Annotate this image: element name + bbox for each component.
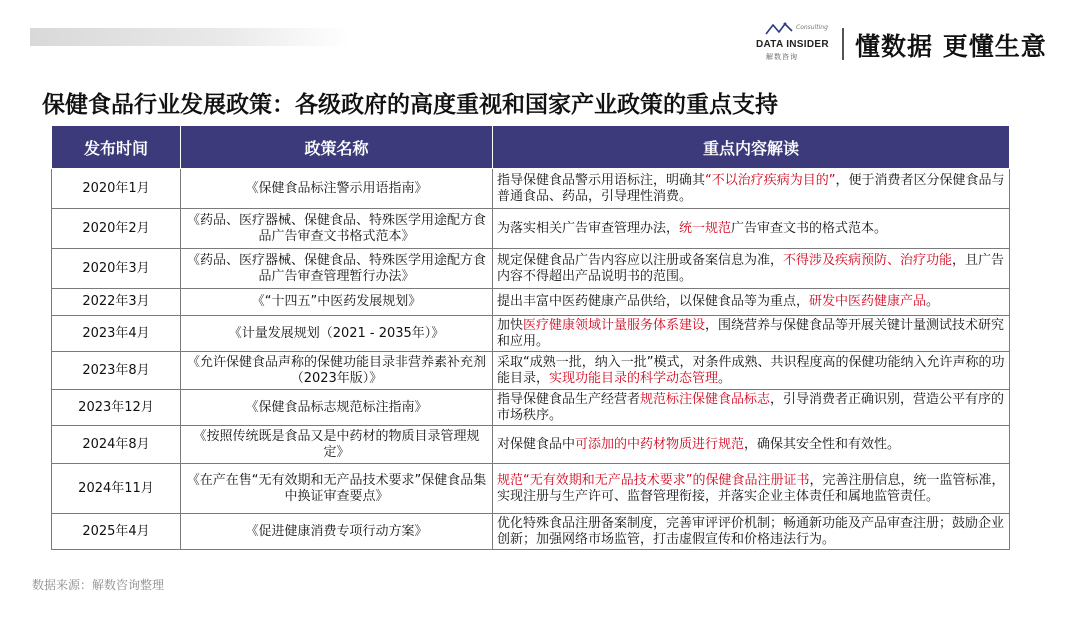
highlight-text: “不以治疗疾病为目的” xyxy=(705,172,836,188)
brand-divider xyxy=(842,28,844,60)
cell-content xyxy=(493,514,1010,550)
table-row xyxy=(52,514,1010,550)
cell-date: 2023年12月 xyxy=(52,390,181,426)
table-row xyxy=(52,169,1010,209)
cell-content xyxy=(493,249,1010,289)
table-header-row xyxy=(52,126,1010,169)
cell-date: 2024年11月 xyxy=(52,464,181,514)
table-row xyxy=(52,249,1010,289)
cell-policy-name: 《按照传统既是食品又是中药材的物质目录管理规定》 xyxy=(181,426,493,464)
content-text: 优化特殊食品注册备案制度，完善审评评价机制；畅通新功能及产品审查注册；鼓励企业创新；加强网络市场监管，打击虚假宣传和价格违法行为。 xyxy=(497,515,1005,547)
highlight-text: 医疗健康领域计量服务体系建设 xyxy=(523,317,706,333)
highlight-text: 统一规范 xyxy=(679,220,732,236)
table-row xyxy=(52,209,1010,249)
cell-date: 2025年4月 xyxy=(52,514,181,550)
highlight-text: 研发中医药健康产品 xyxy=(809,294,927,309)
cell-content xyxy=(493,316,1010,352)
cell-policy-name: 《药品、医疗器械、保健食品、特殊医学用途配方食品广告审查文书格式范本》 xyxy=(181,209,493,249)
table-row xyxy=(52,464,1010,514)
highlight-text: 不得涉及疾病预防、治疗功能 xyxy=(783,252,953,268)
highlight-text: 可添加的中药材物质进行规范 xyxy=(575,436,745,452)
cell-content xyxy=(493,464,1010,514)
highlight-text: 实现功能目录的科学动态管理 xyxy=(549,370,719,386)
header-policy-name: 政策名称 xyxy=(181,126,493,169)
content-text: ，确保其安全性和有效性。 xyxy=(744,436,901,452)
top-decor-bar xyxy=(30,28,350,46)
logo-consulting: Consulting xyxy=(796,24,828,31)
cell-date: 2020年1月 xyxy=(52,169,181,209)
policy-table xyxy=(51,125,1010,550)
content-text: 加快 xyxy=(497,317,524,333)
cell-policy-name: 《“十四五”中医药发展规划》 xyxy=(181,289,493,316)
table-row xyxy=(52,289,1010,316)
cell-policy-name: 《保健食品标志规范标注指南》 xyxy=(181,390,493,426)
content-text: 规定保健食品广告内容应以注册或备案信息为准， xyxy=(497,252,784,268)
table-row xyxy=(52,352,1010,390)
data-source: 数据来源：解数咨询整理 xyxy=(32,578,165,592)
content-text: 指导保健食品生产经营者 xyxy=(497,391,641,407)
brand-header xyxy=(756,22,1066,64)
cell-policy-name: 《计量发展规划（2021 - 2035年）》 xyxy=(181,316,493,352)
cell-date: 2024年8月 xyxy=(52,426,181,464)
content-text: ，且广告内容不得超出产品说明书的范围。 xyxy=(497,252,1005,284)
cell-policy-name: 《药品、医疗器械、保健食品、特殊医学用途配方食品广告审查管理暂行办法》 xyxy=(181,249,493,289)
content-text: 指导保健食品警示用语标注，明确其 xyxy=(497,172,706,188)
highlight-text: 规范标注保健食品标志 xyxy=(640,391,771,407)
cell-policy-name: 《保健食品标注警示用语指南》 xyxy=(181,169,493,209)
cell-content xyxy=(493,289,1010,316)
logo-subtext: 解数咨询 xyxy=(766,53,798,61)
content-text: 采取“成熟一批，纳入一批”模式，对条件成熟、共识程度高的保健功能纳入允许声称的功能目录， xyxy=(497,354,1005,386)
slogan: 懂数据 更懂生意 xyxy=(855,32,1047,61)
content-text: ，便于消费者区分保健食品与普通食品、药品，引导理性消费。 xyxy=(497,172,1005,204)
table-row xyxy=(52,426,1010,464)
cell-policy-name: 《允许保健食品声称的保健功能目录非营养素补充剂（2023年版）》 xyxy=(181,352,493,390)
cell-policy-name: 《在产在售“无有效期和无产品技术要求”保健食品集中换证审查要点》 xyxy=(181,464,493,514)
table-row xyxy=(52,390,1010,426)
content-text: 广告审查文书的格式范本。 xyxy=(731,220,888,236)
cell-content xyxy=(493,390,1010,426)
cell-date: 2023年8月 xyxy=(52,352,181,390)
header-content: 重点内容解读 xyxy=(493,126,1010,169)
content-text: 。 xyxy=(926,294,940,309)
content-text: 提出丰富中医药健康产品供给，以保健食品等为重点， xyxy=(497,294,810,309)
cell-date: 2022年3月 xyxy=(52,289,181,316)
content-text: 。 xyxy=(718,370,732,386)
content-text: 对保健食品中 xyxy=(497,436,576,452)
content-text: ，引导消费者正确识别，营造公平有序的市场秩序。 xyxy=(497,391,1005,423)
page-title: 保健食品行业发展政策：各级政府的高度重视和国家产业政策的重点支持 xyxy=(42,92,778,118)
cell-content xyxy=(493,352,1010,390)
cell-content xyxy=(493,426,1010,464)
table-row xyxy=(52,316,1010,352)
cell-content xyxy=(493,169,1010,209)
cell-date: 2020年2月 xyxy=(52,209,181,249)
content-text: 为落实相关广告审查管理办法， xyxy=(497,220,680,236)
highlight-text: 规范“无有效期和无产品技术要求”的保健食品注册证书 xyxy=(497,472,810,488)
logo-icon xyxy=(764,22,794,36)
cell-policy-name: 《促进健康消费专项行动方案》 xyxy=(181,514,493,550)
content-text: ，完善注册信息，统一监管标准，实现注册与生产许可、监督管理衔接，并落实企业主体责任和属地监管责任。 xyxy=(497,472,1005,504)
cell-content xyxy=(493,209,1010,249)
cell-date: 2023年4月 xyxy=(52,316,181,352)
cell-date: 2020年3月 xyxy=(52,249,181,289)
content-text: ，围绕营养与保健食品等开展关键计量测试技术研究和应用。 xyxy=(497,317,1005,349)
logo-text: DATA INSIDER xyxy=(756,39,829,50)
header-date: 发布时间 xyxy=(52,126,181,169)
